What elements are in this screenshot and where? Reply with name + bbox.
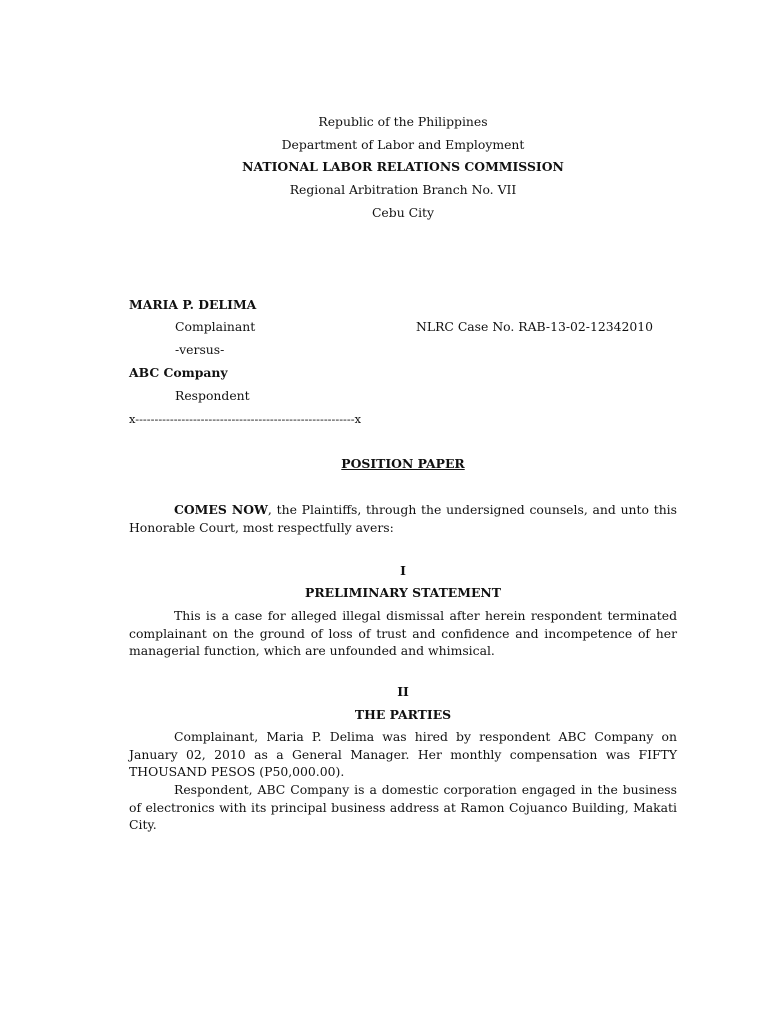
intro-text: , the Plaintiffs, through the undersigned counsels, and unto this Honorable Court, most respectfully avers:: [129, 502, 677, 535]
header-city: Cebu City: [371, 205, 435, 220]
respondent-label: Respondent: [175, 388, 250, 403]
caption-separator: x---------------------------------------------------------x: [129, 412, 362, 426]
header-department: Department of Labor and Employment: [281, 137, 525, 152]
preliminary-statement-text: This is a case for alleged illegal dismissal after herein respondent terminated complainant on the ground of loss of trust and confidence and incompetence of her managerial function, which are unfounded and whimsical.: [129, 608, 677, 658]
section-2-numeral: II: [397, 684, 409, 699]
section-1-numeral: I: [400, 563, 406, 578]
intro-paragraph: [129, 501, 677, 536]
header-branch: Regional Arbitration Branch No. VII: [289, 182, 517, 197]
section-2-paragraph-2: [129, 781, 677, 834]
respondent-description: Respondent, ABC Company is a domestic corporation engaged in the business of electronics with its principal business address at Ramon Cojuanco Building, Makati City.: [129, 782, 677, 832]
section-1-paragraph: [129, 607, 677, 660]
intro-lead: COMES NOW: [174, 502, 268, 517]
document-title: POSITION PAPER: [341, 456, 465, 471]
complainant-label: Complainant: [175, 319, 256, 334]
complainant-description: Complainant, Maria P. Delima was hired by respondent ABC Company on January 02, 2010 as a General Manager. Her monthly compensation was FIFTY THOUSAND PESOS (P50,000.00).: [129, 729, 677, 779]
complainant-name: MARIA P. DELIMA: [129, 297, 257, 312]
case-number: NLRC Case No. RAB-13-02-12342010: [416, 319, 654, 334]
header-republic: Republic of the Philippines: [318, 114, 488, 129]
header-commission: NATIONAL LABOR RELATIONS COMMISSION: [242, 159, 564, 174]
section-2-heading: THE PARTIES: [354, 707, 452, 722]
section-2-paragraph-1: [129, 728, 677, 781]
respondent-name: ABC Company: [129, 365, 228, 380]
versus-label: -versus-: [175, 342, 225, 357]
section-1-heading: PRELIMINARY STATEMENT: [305, 585, 501, 600]
